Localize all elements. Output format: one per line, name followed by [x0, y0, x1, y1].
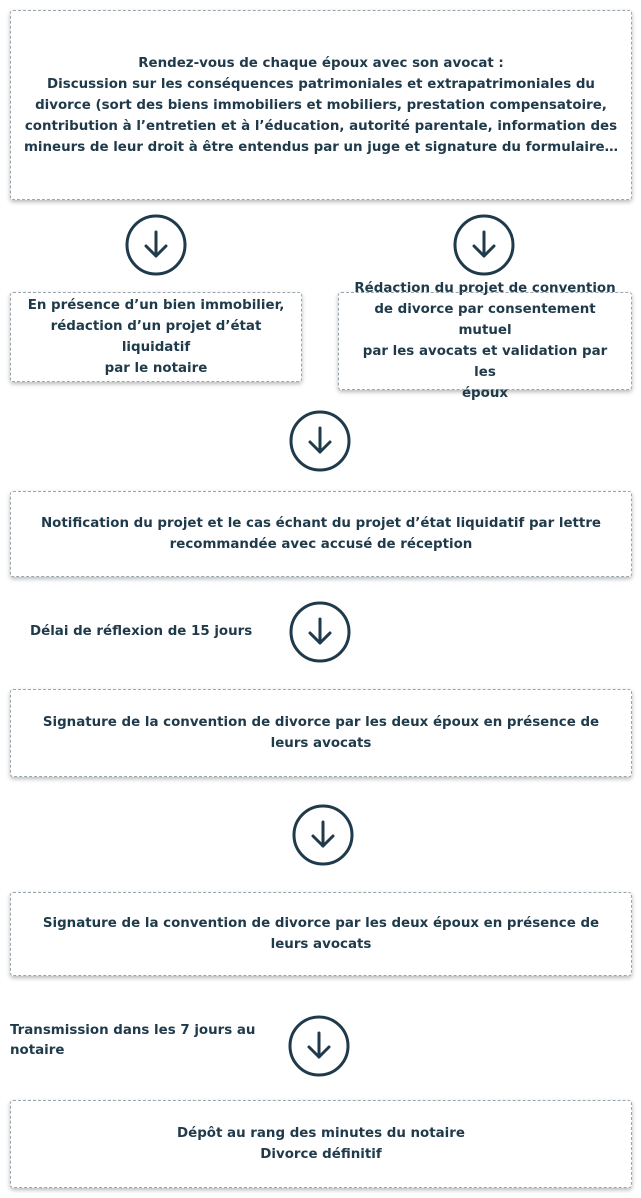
step-text-line: époux: [461, 386, 509, 401]
step-text-line: par le notaire: [104, 361, 208, 376]
step-text-line: Signature de la convention de divorce par les deux époux en présence de: [42, 916, 600, 931]
step-signature-convention-2-text: [31, 913, 611, 955]
arrow-down-circle-icon: [289, 601, 351, 663]
step-text-line: Discussion sur les conséquences patrimoniales et extrapatrimoniales du: [47, 76, 595, 92]
step-depot-minutes-text: [165, 1123, 477, 1165]
step-signature-convention-text: [31, 712, 611, 754]
step-text-line: Rédaction du projet de convention: [354, 281, 616, 296]
arrow-down-circle-icon: [289, 410, 351, 472]
step-text-line: contribution à l’entretien et à l’éducation, autorité parentale, information des: [24, 118, 618, 134]
step-text-line: leurs avocats: [270, 736, 372, 751]
step-etat-liquidatif-text: [11, 295, 301, 379]
step-text-line: Signature de la convention de divorce par les deux époux en présence de: [42, 715, 600, 730]
step-notification: [10, 491, 632, 577]
step-text-line: de divorce par consentement mutuel: [374, 302, 596, 338]
step-text-line: Rendez-vous de chaque époux avec son avocat :: [138, 55, 504, 71]
step-text-line: Dépôt au rang des minutes du notaire: [177, 1126, 465, 1141]
step-text-line: rédaction d’un projet d’état liquidatif: [50, 319, 262, 355]
step-signature-convention: [10, 689, 632, 777]
step-text-line: recommandée avec accusé de réception: [169, 537, 473, 552]
transmission-label: [10, 1021, 255, 1061]
step-text-line: par les avocats et validation par les: [362, 344, 608, 380]
step-rendez-vous: [10, 10, 632, 200]
step-text-line: Divorce définitif: [260, 1147, 382, 1162]
step-depot-minutes: [10, 1100, 632, 1188]
step-text-line: En présence d’un bien immobilier,: [27, 298, 285, 313]
arrow-down-circle-icon: [125, 214, 187, 276]
arrow-down-circle-icon: [453, 214, 515, 276]
step-etat-liquidatif: [10, 292, 302, 382]
delay-label: Délai de réflexion de 15 jours: [30, 624, 253, 639]
transmission-label-line: Transmission dans les 7 jours au: [10, 1023, 256, 1038]
step-notification-text: [29, 513, 613, 555]
transmission-label-line: notaire: [10, 1043, 65, 1058]
step-projet-convention-text: [339, 278, 631, 404]
step-text-line: mineurs de leur droit à être entendus par un juge et signature du formulaire…: [23, 139, 619, 155]
step-projet-convention: [338, 281, 632, 401]
arrow-down-circle-icon: [288, 1015, 350, 1077]
step-signature-convention-2: [10, 892, 632, 976]
step-text-line: divorce (sort des biens immobiliers et mobiliers, prestation compensatoire,: [35, 97, 607, 113]
step-rendez-vous-text: [12, 53, 630, 158]
step-text-line: leurs avocats: [270, 937, 372, 952]
arrow-down-circle-icon: [292, 804, 354, 866]
step-text-line: Notification du projet et le cas échant du projet d’état liquidatif par lettre: [40, 516, 602, 531]
